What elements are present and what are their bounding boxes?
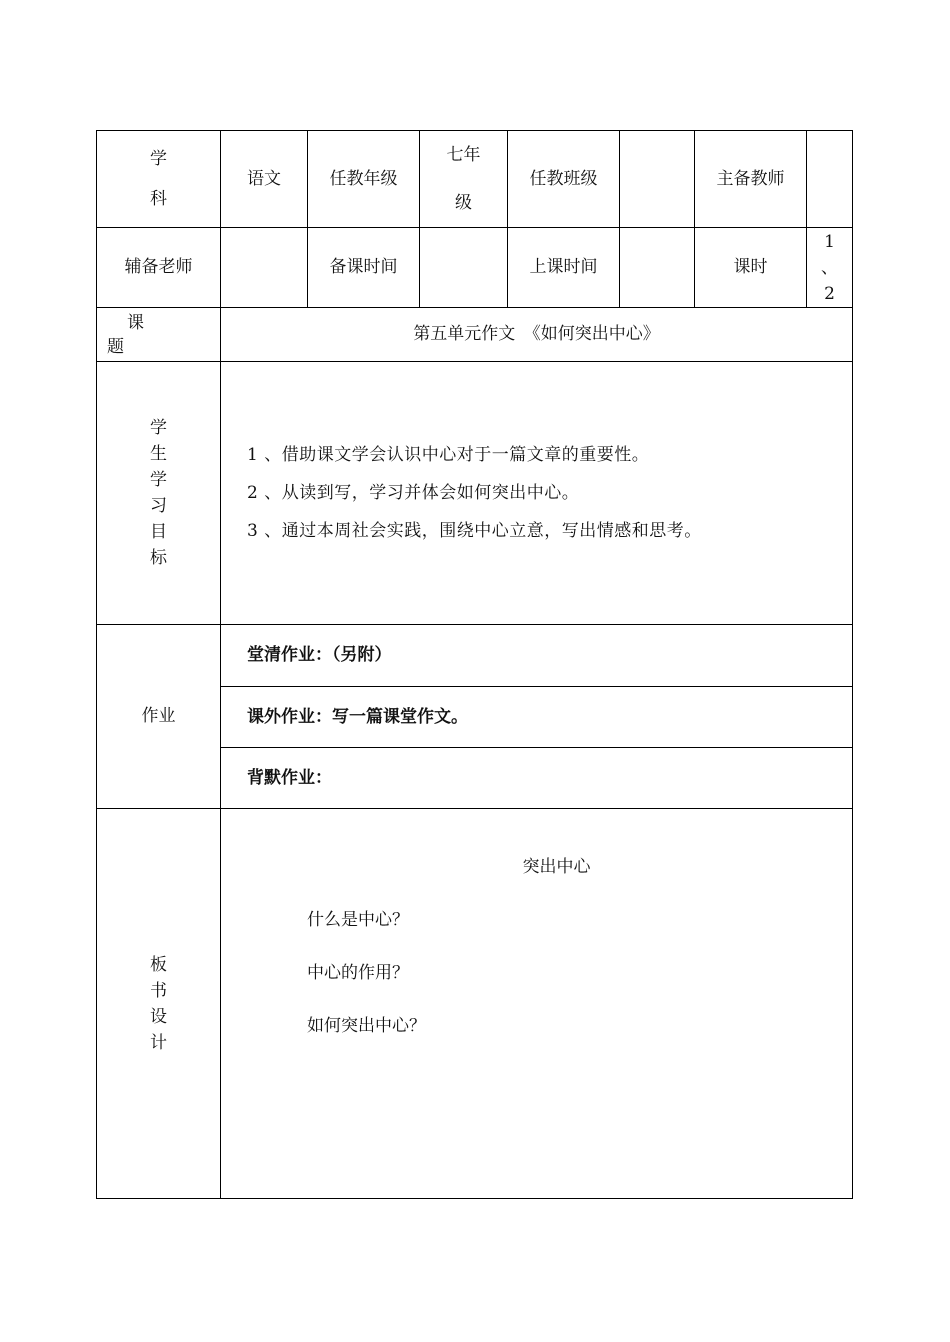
homework-label: 作业: [97, 625, 221, 809]
periods-label: 课时: [695, 228, 807, 308]
topic-row: [97, 308, 853, 362]
class-label: 任教班级: [508, 131, 620, 228]
main-teacher-value: [807, 131, 853, 228]
assist-teacher-value: [221, 228, 308, 308]
board-row: [97, 809, 853, 1199]
subject-label: 学 科: [97, 131, 221, 228]
assist-teacher-label: 辅备老师: [97, 228, 221, 308]
grade-label: 任教年级: [308, 131, 420, 228]
objective-item: 2 、从读到写，学习并体会如何突出中心。: [247, 483, 580, 503]
objective-item: 1 、借助课文学会认识中心对于一篇文章的重要性。: [247, 445, 650, 465]
main-teacher-label: 主备教师: [695, 131, 807, 228]
periods-value: 1 、 2: [807, 228, 853, 308]
topic-value: 第五单元作文 《如何突出中心》: [221, 308, 853, 362]
class-time-label: 上课时间: [508, 228, 620, 308]
board-item: 什么是中心？: [307, 910, 409, 930]
board-item: 如何突出中心？: [307, 1016, 426, 1036]
board-item: 中心的作用？: [307, 963, 409, 983]
homework-recite: 背默作业：: [221, 748, 853, 809]
lesson-plan-table: [96, 130, 853, 1199]
board-items: [307, 907, 426, 1066]
objectives-row: [97, 362, 853, 625]
prep-time-value: [420, 228, 508, 308]
grade-value: 七年 级: [420, 131, 508, 228]
prep-time-label: 备课时间: [308, 228, 420, 308]
board-title: 突出中心: [522, 857, 591, 877]
board-content: [221, 809, 853, 1199]
board-label: 板 书 设 计: [97, 809, 221, 1199]
objectives-label: 学 生 学 习 目 标: [97, 362, 221, 625]
class-value: [620, 131, 695, 228]
class-time-value: [620, 228, 695, 308]
objectives-list: [221, 362, 853, 625]
header-row-1: [97, 131, 853, 228]
topic-label: 课 题: [97, 308, 221, 362]
homework-in-class: 堂清作业：（另附）: [221, 625, 853, 687]
homework-outside: 课外作业：写一篇课堂作文。: [221, 687, 853, 748]
header-row-2: [97, 228, 853, 308]
objective-item: 3 、通过本周社会实践，围绕中心立意，写出情感和思考。: [247, 521, 702, 541]
subject-value: 语文: [221, 131, 308, 228]
homework-row-1: [97, 625, 853, 687]
